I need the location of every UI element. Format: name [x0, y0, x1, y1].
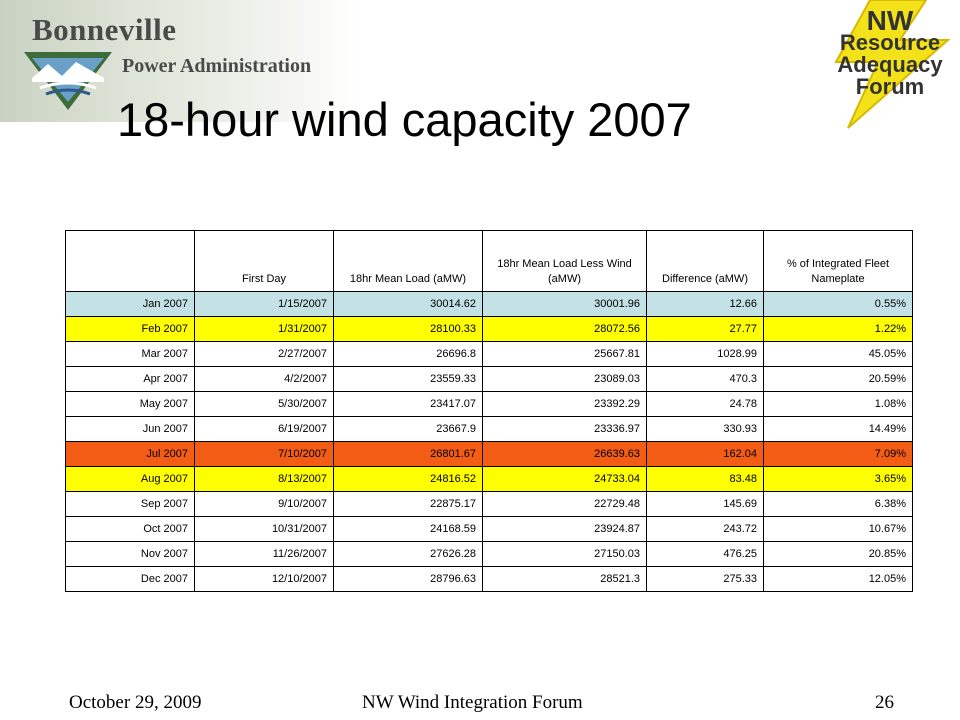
- table-cell: 330.93: [647, 417, 764, 442]
- table-cell: May 2007: [66, 392, 195, 417]
- table-cell: 6/19/2007: [195, 417, 334, 442]
- table-row: [66, 467, 913, 492]
- table-cell: 6.38%: [764, 492, 913, 517]
- table-cell: 12.05%: [764, 567, 913, 592]
- table-cell: 5/30/2007: [195, 392, 334, 417]
- table-cell: 8/13/2007: [195, 467, 334, 492]
- slide-title: 18-hour wind capacity 2007: [117, 93, 692, 146]
- table-cell: 1/31/2007: [195, 317, 334, 342]
- bpa-name: Bonneville: [32, 12, 177, 47]
- table-cell: 26696.8: [334, 342, 483, 367]
- table-cell: 476.25: [647, 542, 764, 567]
- table-header-cell: Difference (aMW): [647, 231, 764, 292]
- table-cell: Oct 2007: [66, 517, 195, 542]
- table-cell: 4/2/2007: [195, 367, 334, 392]
- table-cell: Jul 2007: [66, 442, 195, 467]
- table-cell: 0.55%: [764, 292, 913, 317]
- table-row: [66, 317, 913, 342]
- table-header-cell: [66, 231, 195, 292]
- table-cell: 1.22%: [764, 317, 913, 342]
- table-cell: 23667.9: [334, 417, 483, 442]
- table-cell: 9/10/2007: [195, 492, 334, 517]
- table-cell: 23559.33: [334, 367, 483, 392]
- forum-logo-text: [822, 5, 958, 99]
- table-cell: 470.3: [647, 367, 764, 392]
- table-row: [66, 517, 913, 542]
- table-cell: 275.33: [647, 567, 764, 592]
- table-row: [66, 417, 913, 442]
- table-cell: Dec 2007: [66, 567, 195, 592]
- table-cell: 22729.48: [483, 492, 647, 517]
- table-header-cell: 18hr Mean Load Less Wind (aMW): [483, 231, 647, 292]
- table-header-cell: First Day: [195, 231, 334, 292]
- footer-date: October 29, 2009: [69, 692, 202, 713]
- table-cell: 1028.99: [647, 342, 764, 367]
- table-cell: 162.04: [647, 442, 764, 467]
- table-cell: 1.08%: [764, 392, 913, 417]
- table-cell: Mar 2007: [66, 342, 195, 367]
- table-cell: Aug 2007: [66, 467, 195, 492]
- table-cell: 28072.56: [483, 317, 647, 342]
- table-cell: 243.72: [647, 517, 764, 542]
- forum-line: NW: [866, 5, 914, 36]
- table-cell: Sep 2007: [66, 492, 195, 517]
- table-row: [66, 492, 913, 517]
- table-row: [66, 542, 913, 567]
- table-cell: 23417.07: [334, 392, 483, 417]
- table-cell: 27.77: [647, 317, 764, 342]
- table-cell: Feb 2007: [66, 317, 195, 342]
- table-cell: 24.78: [647, 392, 764, 417]
- table-row: [66, 367, 913, 392]
- forum-line: Resource: [839, 30, 941, 55]
- forum-line: Adequacy: [837, 52, 943, 77]
- bpa-mountain-icon: [18, 44, 118, 114]
- slide-number: 26: [875, 692, 894, 713]
- table-row: [66, 342, 913, 367]
- table-cell: 30014.62: [334, 292, 483, 317]
- table-cell: 27626.28: [334, 542, 483, 567]
- table-cell: 7.09%: [764, 442, 913, 467]
- table-body: [66, 292, 913, 592]
- table-cell: 7/10/2007: [195, 442, 334, 467]
- table-cell: 25667.81: [483, 342, 647, 367]
- table-cell: 12.66: [647, 292, 764, 317]
- table-cell: 30001.96: [483, 292, 647, 317]
- table-cell: 28796.63: [334, 567, 483, 592]
- table-cell: 23336.97: [483, 417, 647, 442]
- table-cell: 45.05%: [764, 342, 913, 367]
- table-cell: Nov 2007: [66, 542, 195, 567]
- table-cell: 27150.03: [483, 542, 647, 567]
- table-cell: Jan 2007: [66, 292, 195, 317]
- table-row: [66, 292, 913, 317]
- table-cell: 3.65%: [764, 467, 913, 492]
- table-cell: 10.67%: [764, 517, 913, 542]
- table-cell: 2/27/2007: [195, 342, 334, 367]
- table-row: [66, 567, 913, 592]
- table-cell: 23924.87: [483, 517, 647, 542]
- table-header-cell: 18hr Mean Load (aMW): [334, 231, 483, 292]
- table-cell: 22875.17: [334, 492, 483, 517]
- bpa-subtitle: Power Administration: [122, 55, 312, 77]
- table-cell: 28521.3: [483, 567, 647, 592]
- table-cell: 145.69: [647, 492, 764, 517]
- table-cell: 23392.29: [483, 392, 647, 417]
- table-cell: 23089.03: [483, 367, 647, 392]
- table-row: [66, 392, 913, 417]
- table-cell: 20.59%: [764, 367, 913, 392]
- table-cell: 14.49%: [764, 417, 913, 442]
- table-cell: 24733.04: [483, 467, 647, 492]
- forum-line: Forum: [855, 74, 925, 99]
- table-cell: 24168.59: [334, 517, 483, 542]
- wind-capacity-table: [65, 230, 913, 592]
- table-cell: 10/31/2007: [195, 517, 334, 542]
- table-cell: Apr 2007: [66, 367, 195, 392]
- footer-event: NW Wind Integration Forum: [362, 692, 583, 713]
- table-cell: 26639.63: [483, 442, 647, 467]
- table-cell: 28100.33: [334, 317, 483, 342]
- table-cell: 83.48: [647, 467, 764, 492]
- table-header-cell: % of Integrated Fleet Nameplate: [764, 231, 913, 292]
- table-cell: 1/15/2007: [195, 292, 334, 317]
- table-cell: Jun 2007: [66, 417, 195, 442]
- table-cell: 11/26/2007: [195, 542, 334, 567]
- table-cell: 12/10/2007: [195, 567, 334, 592]
- table-cell: 24816.52: [334, 467, 483, 492]
- table-cell: 26801.67: [334, 442, 483, 467]
- table-cell: 20.85%: [764, 542, 913, 567]
- table-header-row: [66, 231, 913, 292]
- table-row: [66, 442, 913, 467]
